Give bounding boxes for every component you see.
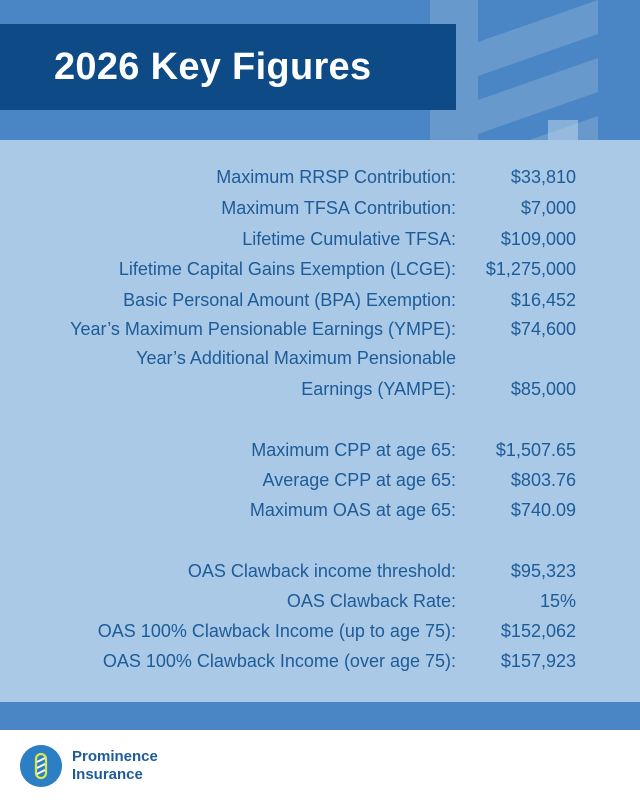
brand-name bbox=[72, 748, 158, 784]
figure-label: Maximum OAS at age 65: bbox=[249, 500, 456, 520]
figure-row bbox=[0, 556, 640, 586]
figure-label: Lifetime Cumulative TFSA: bbox=[242, 229, 456, 249]
figure-label: Lifetime Capital Gains Exemption (LCGE): bbox=[118, 259, 456, 279]
figure-value: $109,000 bbox=[500, 229, 576, 249]
figure-label: Maximum RRSP Contribution: bbox=[216, 167, 456, 187]
figure-label: Year’s Additional Maximum Pensionable bbox=[136, 348, 456, 368]
figure-label: Basic Personal Amount (BPA) Exemption: bbox=[123, 290, 456, 310]
figure-row-label-line1 bbox=[0, 343, 640, 373]
figure-row bbox=[0, 285, 640, 315]
figure-row bbox=[0, 646, 640, 676]
figure-value: $740.09 bbox=[510, 500, 576, 520]
figure-label: OAS 100% Clawback Income (over age 75): bbox=[102, 651, 456, 671]
figure-row bbox=[0, 374, 640, 404]
figure-row bbox=[0, 616, 640, 646]
figure-value: $74,600 bbox=[510, 319, 576, 339]
figure-label: Earnings (YAMPE): bbox=[301, 379, 456, 399]
figure-row bbox=[0, 495, 640, 525]
figure-value: $1,275,000 bbox=[485, 259, 576, 279]
figure-row bbox=[0, 162, 640, 192]
figure-label: Average CPP at age 65: bbox=[262, 470, 456, 490]
figure-label: Year’s Maximum Pensionable Earnings (YMPE): bbox=[70, 319, 456, 339]
figure-label: Maximum TFSA Contribution: bbox=[221, 198, 456, 218]
brand-line1: Prominence bbox=[72, 748, 158, 765]
figure-label: Maximum CPP at age 65: bbox=[251, 440, 456, 460]
figure-label: OAS Clawback income threshold: bbox=[187, 561, 456, 581]
figure-row bbox=[0, 193, 640, 223]
figure-value: $7,000 bbox=[520, 198, 576, 218]
figure-row bbox=[0, 586, 640, 616]
figure-label: OAS 100% Clawback Income (up to age 75): bbox=[97, 621, 456, 641]
figure-row bbox=[0, 435, 640, 465]
figure-value: $157,923 bbox=[500, 651, 576, 671]
figure-value: $16,452 bbox=[510, 290, 576, 310]
figure-row bbox=[0, 224, 640, 254]
figure-value: $85,000 bbox=[510, 379, 576, 399]
figure-value: $803.76 bbox=[510, 470, 576, 490]
figure-value: $95,323 bbox=[510, 561, 576, 581]
figure-row bbox=[0, 254, 640, 284]
brand-logo-icon bbox=[20, 745, 62, 787]
figure-value: $1,507.65 bbox=[495, 440, 576, 460]
footer-band bbox=[0, 702, 640, 730]
page-title: 2026 Key Figures bbox=[54, 45, 372, 88]
brand-line2: Insurance bbox=[72, 766, 143, 783]
figure-value: 15% bbox=[539, 591, 576, 611]
figure-row bbox=[0, 314, 640, 344]
figure-value: $33,810 bbox=[510, 167, 576, 187]
figure-value: $152,062 bbox=[500, 621, 576, 641]
figure-label: OAS Clawback Rate: bbox=[286, 591, 456, 611]
title-banner bbox=[0, 24, 456, 110]
figure-row bbox=[0, 465, 640, 495]
